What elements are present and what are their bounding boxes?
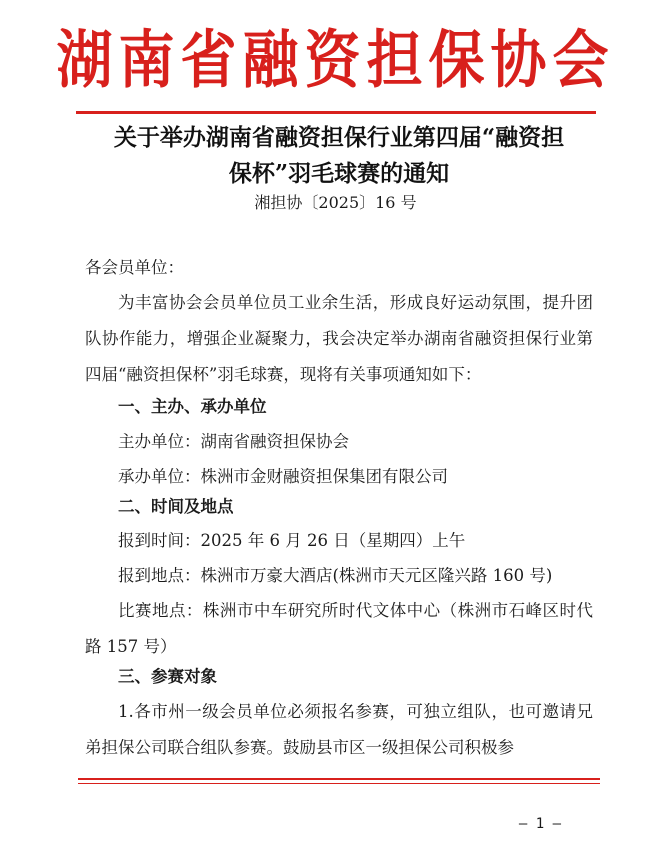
intro-paragraph: 为丰富协会会员单位员工业余生活，形成良好运动氛围，提升团队协作能力，增强企业凝聚力，我会决定举办湖南省融资担保行业第四届“融资担保杯”羽毛球赛，现将有关事项通知如下： (85, 293, 593, 384)
section-line: 承办单位：株洲市金财融资担保集团有限公司 (118, 467, 448, 486)
section-heading: 二、时间及地点 (118, 497, 234, 516)
title-line: 关于举办湖南省融资担保行业第四届“融资担 (113, 124, 565, 151)
document-number: 湘担协〔2025〕16 号 (254, 193, 417, 212)
masthead-title: 湖南省融资担保协会 (56, 23, 615, 97)
salutation: 各会员单位： (85, 258, 184, 277)
section-line: 报到地点：株洲市万豪大酒店(株洲市天元区隆兴路 160 号) (118, 566, 553, 585)
section-heading: 一、主办、承办单位 (118, 397, 267, 416)
footer-divider-thin (78, 783, 600, 784)
section-line: 主办单位：湖南省融资担保协会 (118, 432, 349, 451)
section-line: 比赛地点：株洲市中车研究所时代文体中心（株洲市石峰区时代路 157 号） (85, 601, 593, 656)
document-title (74, 120, 604, 192)
footer-divider (78, 778, 600, 780)
section-heading: 三、参赛对象 (118, 667, 217, 686)
section-line: 报到时间：2025 年 6 月 26 日（星期四）上午 (118, 531, 466, 550)
title-line: 保杯”羽毛球赛的通知 (228, 160, 450, 187)
masthead-divider (76, 111, 596, 114)
section-line: 1.各市州一级会员单位必须报名参赛，可独立组队，也可邀请兄弟担保公司联合组队参赛。鼓励县市区一级担保公司积极参 (85, 702, 593, 757)
page-number: — 1 — (518, 816, 562, 832)
